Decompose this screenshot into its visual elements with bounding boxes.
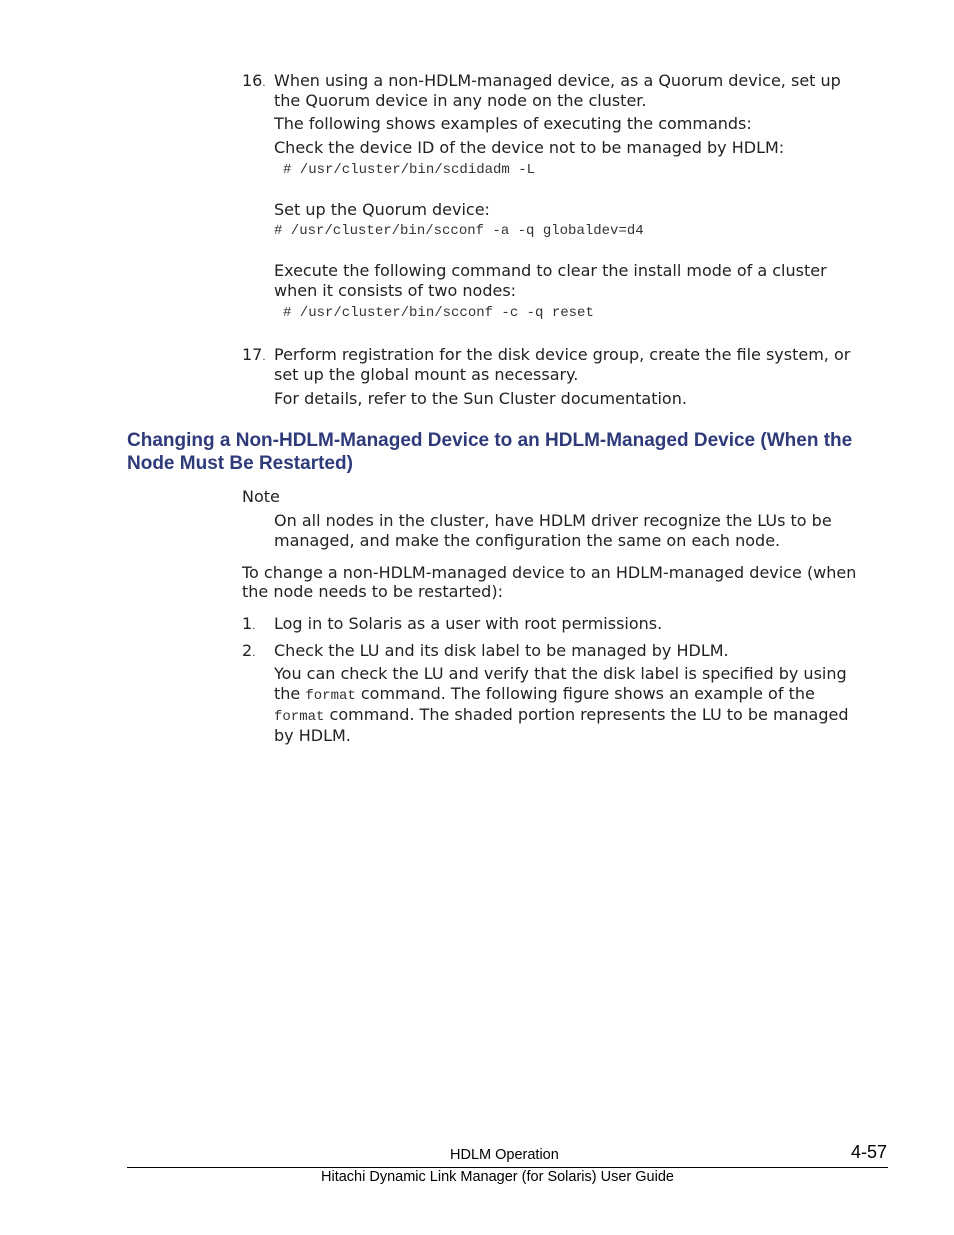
step-16-text-line2: the Quorum device in any node on the cluster.	[274, 91, 647, 110]
code-scdidadm: # /usr/cluster/bin/scdidadm -L	[283, 162, 536, 178]
step-2-text: Check the LU and its disk label to be managed by HDLM.	[274, 641, 729, 660]
step-2-para-line2-pre: the	[274, 684, 301, 703]
step-17-number: 17.	[242, 345, 266, 364]
step-17-text-line1: Perform registration for the disk device group, create the file system, or	[274, 345, 851, 364]
note-text-line2: managed, and make the configuration the same on each node.	[274, 531, 781, 550]
examples-intro: The following shows examples of executing the commands:	[274, 114, 752, 133]
step-16-number: 16.	[242, 71, 266, 90]
step-16-text-line1: When using a non-HDLM-managed device, as a Quorum device, set up	[274, 71, 841, 90]
intro-text-line2: the node needs to be restarted):	[242, 582, 503, 601]
check-device-text: Check the device ID of the device not to be managed by HDLM:	[274, 138, 785, 157]
footer-guide-title: Hitachi Dynamic Link Manager (for Solaris) User Guide	[321, 1169, 674, 1185]
setup-quorum-text: Set up the Quorum device:	[274, 200, 490, 219]
format-command-code: format	[274, 709, 325, 725]
intro-text-line1: To change a non-HDLM-managed device to an HDLM-managed device (when	[242, 563, 857, 582]
step-2-para-line2-post: command. The following figure shows an example of the	[360, 684, 815, 703]
footer-divider	[127, 1167, 888, 1168]
note-label: Note	[242, 487, 280, 506]
note-text-line1: On all nodes in the cluster, have HDLM driver recognize the LUs to be	[274, 511, 832, 530]
page-number: 4-57	[851, 1142, 888, 1162]
step-2-number: 2.	[242, 641, 256, 660]
step-1-number: 1.	[242, 614, 256, 633]
execute-text-line1: Execute the following command to clear the install mode of a cluster	[274, 261, 827, 280]
section-heading-line2: Node Must Be Restarted)	[127, 453, 353, 474]
step-17-text-line2: set up the global mount as necessary.	[274, 365, 579, 384]
step-2-para-line2	[274, 684, 815, 706]
step-2-para-line3	[274, 705, 848, 727]
step-17-details: For details, refer to the Sun Cluster documentation.	[274, 389, 687, 408]
code-scconf-reset: # /usr/cluster/bin/scconf -c -q reset	[283, 305, 594, 321]
execute-text-line2: when it consists of two nodes:	[274, 281, 517, 300]
footer-chapter: HDLM Operation	[450, 1147, 559, 1163]
code-scconf-add: # /usr/cluster/bin/scconf -a -q globaldev=d4	[274, 223, 644, 239]
step-2-para-line3-post: command. The shaded portion represents the LU to be managed	[329, 705, 849, 724]
section-heading-line1: Changing a Non-HDLM-Managed Device to an HDLM-Managed Device (When the	[127, 430, 853, 451]
step-1-text: Log in to Solaris as a user with root permissions.	[274, 614, 663, 633]
step-2-para-line4: by HDLM.	[274, 726, 351, 745]
format-command-code: format	[305, 688, 356, 704]
step-2-para-line1: You can check the LU and verify that the disk label is specified by using	[274, 664, 847, 683]
